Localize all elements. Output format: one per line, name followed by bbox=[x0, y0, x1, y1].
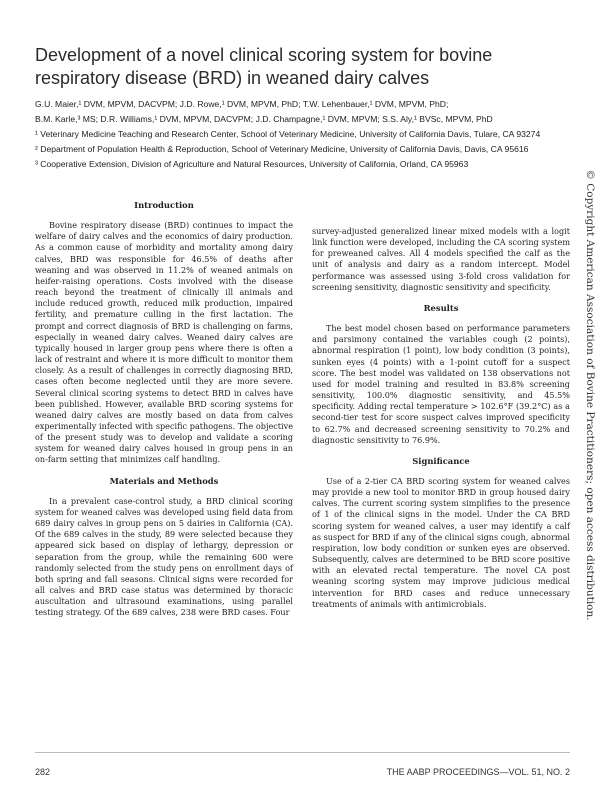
right-column bbox=[312, 226, 570, 610]
author-block bbox=[35, 98, 575, 173]
affiliation-2: ² Department of Population Health & Reproduction, School of Veterinary Medicine, University of California Davis, Davis, CA 95616 bbox=[35, 144, 529, 154]
left-column bbox=[35, 196, 293, 618]
author-line-2: B.M. Karle,³ MS; D.R. Williams,¹ DVM, MPVM, DACVPM; J.D. Champagne,¹ DVM, MPVM; S.S. Aly,¹ BVSc, MPVM, PhD bbox=[35, 114, 493, 124]
copyright-notice: © Copyright American Association of Bovine Practitioners; open access distribution. bbox=[584, 169, 596, 621]
affiliation-1: ¹ Veterinary Medicine Teaching and Research Center, School of Veterinary Medicine, University of California Davis, Tulare, CA 93274 bbox=[35, 129, 541, 139]
methods-continuation: survey-adjusted generalized linear mixed models with a logit link function were developed, including the CA scoring system for preweaned calves. All 4 models specified the calf as the unit of analysis and dairy as a random intercept. Model performance was assessed using 3-fold cross validation for screening sensitivity, diagnostic sensitivity and specificity. bbox=[312, 226, 570, 292]
significance-text: Use of a 2-tier CA BRD scoring system for weaned calves may provide a new tool to monitor BRD in group housed dairy calves. The current scoring system simplifies to the presence of 1 of the clinical signs in the model. Under the CA BRD scoring system for weaned calves, a user may identify a calf as suspect for BRD if any of the clinical signs cough, abnormal respiration, low body condition or sunken eyes are observed. Subsequently, calves are determined to be BRD score positive with an elevated rectal temperature. The novel CA post weaning scoring system may improve judicious medical intervention for BRD cases and reduce unnecessary treatments of animals with antimicrobials. bbox=[312, 475, 570, 609]
paper-title: Development of a novel clinical scoring system for bovine respiratory disease (BRD) in weaned dairy calves bbox=[35, 45, 493, 88]
significance-heading: Significance bbox=[412, 455, 470, 466]
introduction-text: Bovine respiratory disease (BRD) continues to impact the welfare of dairy calves and the economics of dairy production. As a common cause of morbidity and mortality among dairy calves, BRD was responsible for 46.5% of deaths after weaning and was observed in 11.2% of weaned animals on heifer-raising operations. Costs involved with the disease reach beyond the treatment of clinically ill animals and include reduced growth, reduced milk production, impaired fertility, and premature culling in the first lactation. The prompt and correct diagnosis of BRD is challenging on farms, especially in weaned dairy calves. Weaned dairy calves are typically housed in larger group pens where there is often a lack of restraint and where it is more difficult to monitor them closely. As a result of challenges in correctly diagnosing BRD, cases often become neglected until they are more severe. Several clinical scoring systems to detect BRD in calves have been published. However, available BRD scoring systems for weaned dairy calves are mostly based on data from calves experimentally infected with specific pathogens. The objective of the present study was to develop and validate a scoring system for weaned dairy calves housed in group pens in an on-farm setting that minimizes calf handling. bbox=[35, 220, 293, 465]
affiliation-3: ³ Cooperative Extension, Division of Agriculture and Natural Resources, University of California, Orland, CA 95963 bbox=[35, 159, 469, 169]
results-heading: Results bbox=[423, 302, 459, 313]
methods-heading: Materials and Methods bbox=[109, 475, 219, 486]
introduction-heading: Introduction bbox=[134, 200, 194, 210]
footer-divider bbox=[35, 752, 570, 753]
journal-name: THE AABP PROCEEDINGS—VOL. 51, NO. 2 bbox=[386, 767, 570, 777]
methods-text: In a prevalent case-control study, a BRD clinical scoring system for weaned calves was developed using field data from 689 dairy calves in group pens on 5 dairies in California (CA). Of the 689 calves in the study, 89 were selected because they appeared sick based on display of lethargy, depression or separation from the group, while the remaining 600 were randomly selected from the study pens on enrollment days of both spring and fall seasons. Clinical signs were recorded for all calves and BRD case status was determined by thoracic auscultation and ultrasound examinations, using parallel testing strategy. Of the 689 calves, 238 were BRD cases. Four bbox=[35, 495, 293, 618]
page-number: 282 bbox=[35, 767, 51, 777]
author-line-1: G.U. Maier,¹ DVM, MPVM, DACVPM; J.D. Rowe,¹ DVM, MPVM, PhD; T.W. Lehenbauer,¹ DVM, MPVM, PhD; bbox=[35, 99, 449, 109]
results-text: The best model chosen based on performance parameters and parsimony contained the variables cough (2 points), abnormal respiration (1 point), low body condition (3 points), sunken eyes (4 points) with a 1-point cutoff for a suspect score. The best model was validated on 138 observations not used for model training and resulted in 83.8% screening sensitivity, 100.0% diagnostic sensitivity, and 45.5% specificity. Adding rectal temperature > 102.6°F (39.2°C) as a second-tier test for score suspect calves improved specificity to 62.7% and decreased screening sensitivity to 70.2% and diagnostic sensitivity to 76.9%. bbox=[312, 323, 570, 445]
